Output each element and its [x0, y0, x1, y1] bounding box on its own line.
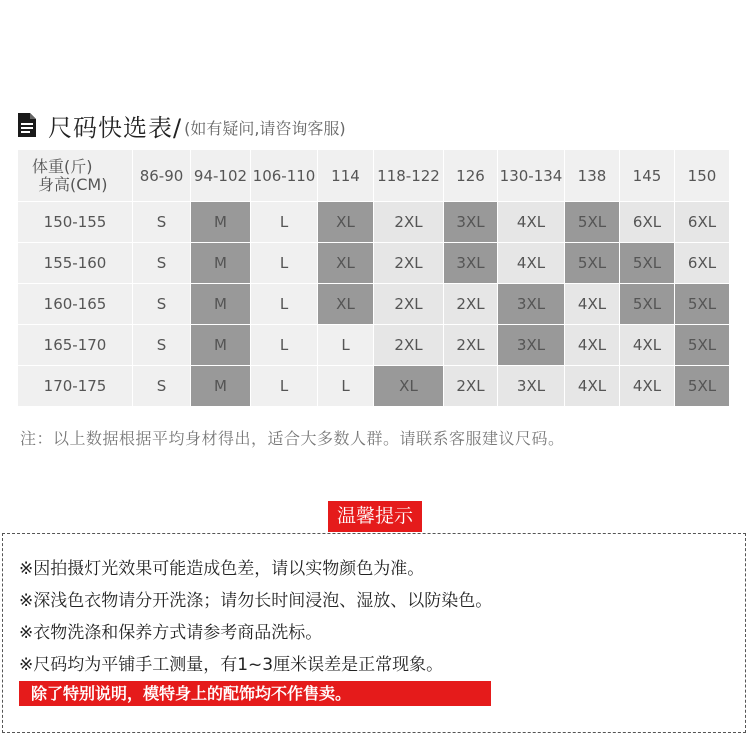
table-row [18, 325, 729, 365]
size-cell: 2XL [444, 325, 497, 365]
size-cell: 4XL [565, 325, 619, 365]
size-cell: 4XL [565, 284, 619, 324]
tip-item: ※尺码均为平铺手工测量，有1~3厘米误差是正常现象。 [19, 655, 444, 675]
size-cell: S [133, 366, 190, 406]
size-cell: 3XL [444, 202, 497, 242]
size-cell: S [133, 325, 190, 365]
size-cell: 5XL [675, 325, 729, 365]
size-cell: L [251, 366, 317, 406]
column-header: 150 [675, 150, 729, 201]
column-header: 118-122 [374, 150, 443, 201]
size-cell: 3XL [444, 243, 497, 283]
column-header: 94-102 [191, 150, 250, 201]
size-cell: 3XL [498, 325, 564, 365]
size-cell: 6XL [620, 202, 674, 242]
table-row [18, 284, 729, 324]
column-header: 114 [318, 150, 373, 201]
size-cell: 4XL [565, 366, 619, 406]
table-row [18, 202, 729, 242]
size-cell: 5XL [565, 243, 619, 283]
size-cell: 5XL [565, 202, 619, 242]
size-cell: L [251, 325, 317, 365]
size-cell: L [251, 243, 317, 283]
size-cell: 2XL [374, 243, 443, 283]
size-cell: XL [318, 243, 373, 283]
height-cell: 155-160 [18, 243, 132, 283]
size-cell: M [191, 202, 250, 242]
table-row [18, 366, 729, 406]
height-label: 身高(CM) [38, 174, 108, 194]
height-cell: 170-175 [18, 366, 132, 406]
weight-label: 体重(斤) [32, 156, 93, 176]
size-cell: 4XL [498, 202, 564, 242]
height-cell: 160-165 [18, 284, 132, 324]
size-chart-table [17, 149, 730, 407]
size-cell: 3XL [498, 366, 564, 406]
size-cell: 6XL [675, 243, 729, 283]
size-cell: S [133, 284, 190, 324]
corner-header [18, 150, 132, 201]
page-title: 尺码快选表/ [48, 113, 183, 142]
table-header-row [18, 150, 729, 201]
page-header [18, 108, 346, 142]
height-cell: 165-170 [18, 325, 132, 365]
size-cell: S [133, 243, 190, 283]
size-cell: M [191, 243, 250, 283]
size-cell: S [133, 202, 190, 242]
size-cell: 2XL [374, 202, 443, 242]
size-cell: L [318, 366, 373, 406]
tips-box [2, 533, 746, 733]
column-header: 106-110 [251, 150, 317, 201]
size-cell: L [318, 325, 373, 365]
size-cell: 6XL [675, 202, 729, 242]
size-cell: 5XL [675, 366, 729, 406]
column-header: 86-90 [133, 150, 190, 201]
size-cell: M [191, 284, 250, 324]
tip-item: ※因拍摄灯光效果可能造成色差，请以实物颜色为准。 [19, 559, 425, 579]
table-row [18, 243, 729, 283]
size-cell: 4XL [620, 366, 674, 406]
document-icon [18, 113, 36, 137]
table-note: 注：以上数据根据平均身材得出，适合大多数人群。请联系客服建议尺码。 [20, 429, 565, 448]
size-cell: 5XL [620, 284, 674, 324]
size-cell: XL [318, 202, 373, 242]
size-cell: 5XL [620, 243, 674, 283]
size-cell: 2XL [374, 284, 443, 324]
column-header: 126 [444, 150, 497, 201]
size-cell: M [191, 366, 250, 406]
size-cell: M [191, 325, 250, 365]
size-cell: 4XL [498, 243, 564, 283]
size-cell: L [251, 284, 317, 324]
size-cell: 2XL [444, 366, 497, 406]
size-cell: 4XL [620, 325, 674, 365]
tip-item: ※衣物洗涤和保养方式请参考商品洗标。 [19, 623, 323, 643]
size-cell: XL [318, 284, 373, 324]
size-cell: 2XL [374, 325, 443, 365]
size-cell: 2XL [444, 284, 497, 324]
tip-item: ※深浅色衣物请分开洗涤；请勿长时间浸泡、湿放、以防染色。 [19, 591, 493, 611]
size-cell: L [251, 202, 317, 242]
column-header: 145 [620, 150, 674, 201]
height-cell: 150-155 [18, 202, 132, 242]
column-header: 138 [565, 150, 619, 201]
page-subtitle: (如有疑问,请咨询客服) [184, 118, 346, 138]
column-header: 130-134 [498, 150, 564, 201]
tips-title: 温馨提示 [328, 501, 422, 532]
size-cell: 5XL [675, 284, 729, 324]
accessory-banner: 除了特别说明，模特身上的配饰均不作售卖。 [19, 681, 491, 706]
size-cell: 3XL [498, 284, 564, 324]
size-cell: XL [374, 366, 443, 406]
